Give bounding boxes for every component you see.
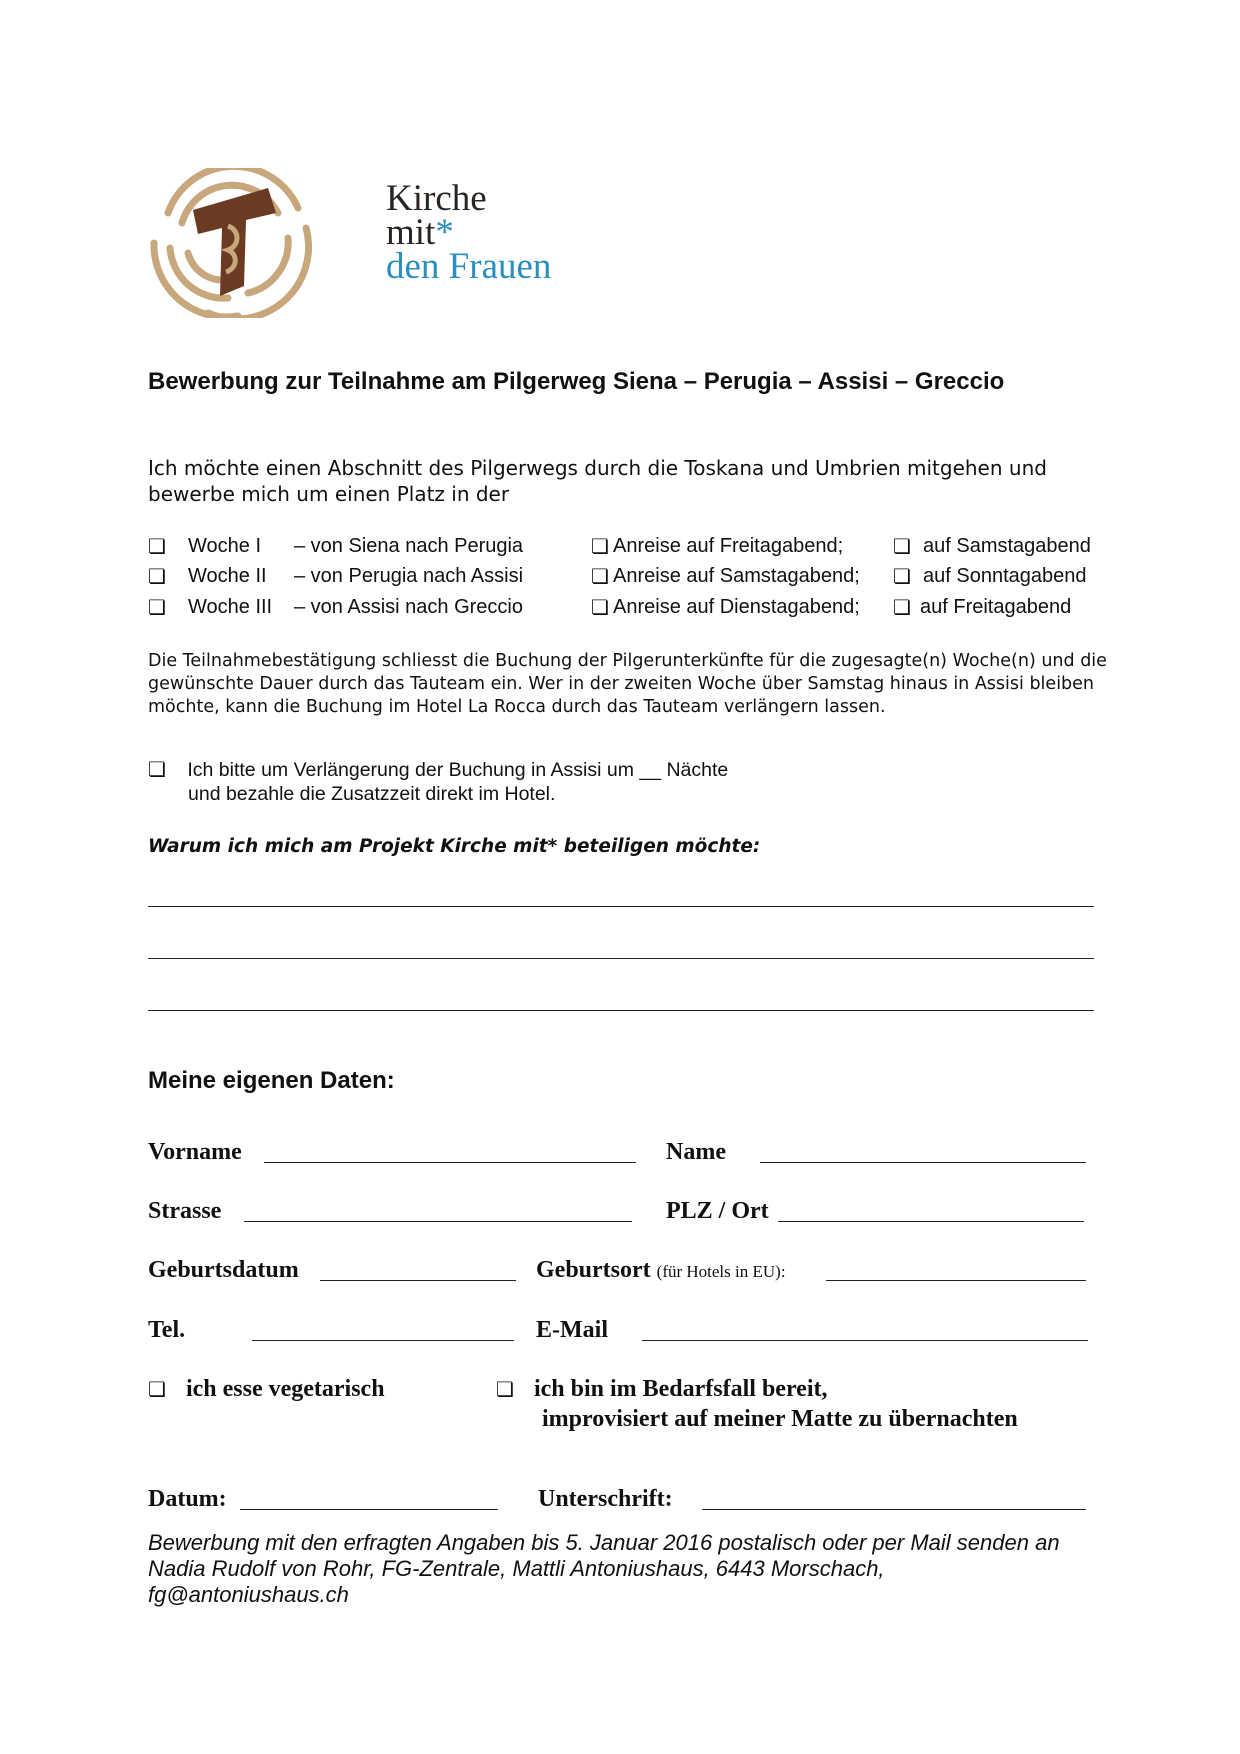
section-title: Meine eigenen Daten: bbox=[148, 1067, 395, 1094]
why-answer-line-3[interactable] bbox=[148, 1010, 1094, 1011]
week-3-arrival: Anreise auf Dienstagabend; bbox=[613, 596, 860, 618]
strasse-label: Strasse bbox=[148, 1198, 222, 1224]
plz-ort-line[interactable] bbox=[778, 1221, 1084, 1222]
email-line[interactable] bbox=[642, 1340, 1088, 1341]
logo-line-mit: mit bbox=[386, 212, 436, 253]
week-3-route: – von Assisi nach Greccio bbox=[294, 596, 523, 618]
why-label: Warum ich mich am Projekt Kirche mit* beteiligen möchte: bbox=[148, 836, 761, 857]
mat-label-line-1: ich bin im Bedarfsfall bereit, bbox=[533, 1376, 828, 1402]
week-2-alt-checkbox[interactable]: ❏ bbox=[893, 564, 911, 588]
week-3-label: Woche III bbox=[188, 596, 273, 618]
email-label: E-Mail bbox=[536, 1317, 608, 1343]
extension-line-1: Ich bitte um Verlängerung der Buchung in Assisi um __ Nächte bbox=[187, 759, 729, 781]
week-2-arrival-checkbox[interactable]: ❏ bbox=[591, 564, 609, 588]
week-1-arrival-checkbox[interactable]: ❏ bbox=[591, 534, 609, 558]
logo-line-kirche: Kirche bbox=[386, 178, 487, 219]
vorname-label: Vorname bbox=[148, 1139, 242, 1165]
plz-ort-label: PLZ / Ort bbox=[666, 1198, 769, 1224]
vorname-line[interactable] bbox=[264, 1162, 636, 1163]
week-row-2 bbox=[148, 562, 1108, 590]
week-2-label: Woche II bbox=[188, 565, 267, 587]
name-line[interactable] bbox=[760, 1162, 1086, 1163]
name-label: Name bbox=[666, 1139, 726, 1165]
geburtsort-note: (für Hotels in EU): bbox=[656, 1262, 786, 1281]
unterschrift-label: Unterschrift: bbox=[538, 1486, 673, 1512]
datum-label: Datum: bbox=[148, 1486, 227, 1512]
week-3-arrival-checkbox[interactable]: ❏ bbox=[591, 595, 609, 619]
why-answer-line-1[interactable] bbox=[148, 906, 1094, 907]
extension-row bbox=[148, 757, 728, 782]
footer-instructions bbox=[148, 1530, 1128, 1608]
vegetarian-option bbox=[148, 1374, 385, 1404]
geburtsort-label: Geburtsort bbox=[536, 1257, 651, 1283]
vegetarian-checkbox[interactable]: ❏ bbox=[148, 1377, 166, 1401]
week-1-alt-checkbox[interactable]: ❏ bbox=[893, 534, 911, 558]
logo-line-den-frauen: den Frauen bbox=[386, 246, 552, 287]
week-1-label: Woche I bbox=[188, 535, 261, 557]
tel-line[interactable] bbox=[252, 1340, 514, 1341]
footer-line-2: Nadia Rudolf von Rohr, FG-Zentrale, Mattli Antoniushaus, 6443 Morschach, bbox=[148, 1556, 885, 1581]
why-answer-line-2[interactable] bbox=[148, 958, 1094, 959]
logo-wordmark bbox=[386, 178, 552, 287]
tel-label: Tel. bbox=[148, 1317, 186, 1343]
week-2-checkbox[interactable]: ❏ bbox=[148, 564, 166, 588]
mat-checkbox[interactable]: ❏ bbox=[496, 1377, 514, 1401]
strasse-line[interactable] bbox=[244, 1221, 632, 1222]
intro-text: Ich möchte einen Abschnitt des Pilgerwegs durch die Toskana und Umbrien mitgehen und bewerbe mich um einen Platz in der bbox=[148, 456, 1047, 506]
unterschrift-line[interactable] bbox=[702, 1509, 1086, 1510]
footer-email-link[interactable]: fg@antoniushaus.ch bbox=[148, 1582, 349, 1607]
datum-line[interactable] bbox=[240, 1509, 498, 1510]
footer-line-1: Bewerbung mit den erfragten Angaben bis 5. Januar 2016 postalisch oder per Mail senden an bbox=[148, 1530, 1060, 1555]
week-row-3 bbox=[148, 593, 1108, 621]
week-2-route: – von Perugia nach Assisi bbox=[294, 565, 524, 587]
extension-checkbox[interactable]: ❏ bbox=[148, 757, 166, 781]
geburtsdatum-label: Geburtsdatum bbox=[148, 1257, 299, 1283]
geburtsort-line[interactable] bbox=[826, 1280, 1086, 1281]
week-2-arrival: Anreise auf Samstagabend; bbox=[613, 565, 860, 587]
page-title: Bewerbung zur Teilnahme am Pilgerweg Siena – Perugia – Assisi – Greccio bbox=[148, 368, 1005, 395]
extension-line-2: und bezahle die Zusatzzeit direkt im Hotel. bbox=[188, 783, 556, 805]
week-1-alt: auf Samstagabend bbox=[923, 535, 1091, 557]
week-1-arrival: Anreise auf Freitagabend; bbox=[613, 535, 844, 557]
week-3-checkbox[interactable]: ❏ bbox=[148, 595, 166, 619]
booking-note: Die Teilnahmebestätigung schliesst die Buchung der Pilgerunterkünfte für die zugesagte(n) Woche(n) und die gewünschte Dauer durch das Tauteam ein. Wer in der zweiten Woche über Samstag hinaus in Assisi bleiben möchte, kann die Buchung im Hotel La Rocca durch das Tauteam verlängern lassen. bbox=[148, 651, 1107, 717]
logo-star: * bbox=[435, 212, 454, 253]
mat-option bbox=[496, 1374, 827, 1404]
logo-emblem-icon bbox=[148, 168, 318, 318]
week-3-alt: auf Freitagabend bbox=[920, 596, 1072, 618]
week-2-alt: auf Sonntagabend bbox=[923, 565, 1087, 587]
week-row-1 bbox=[148, 532, 1108, 560]
week-1-route: – von Siena nach Perugia bbox=[294, 535, 524, 557]
week-3-alt-checkbox[interactable]: ❏ bbox=[893, 595, 911, 619]
vegetarian-label: ich esse vegetarisch bbox=[185, 1376, 385, 1402]
mat-label-line-2: improvisiert auf meiner Matte zu übernachten bbox=[542, 1406, 1018, 1432]
geburtsort-field bbox=[536, 1255, 786, 1287]
geburtsdatum-line[interactable] bbox=[320, 1280, 516, 1281]
week-1-checkbox[interactable]: ❏ bbox=[148, 534, 166, 558]
